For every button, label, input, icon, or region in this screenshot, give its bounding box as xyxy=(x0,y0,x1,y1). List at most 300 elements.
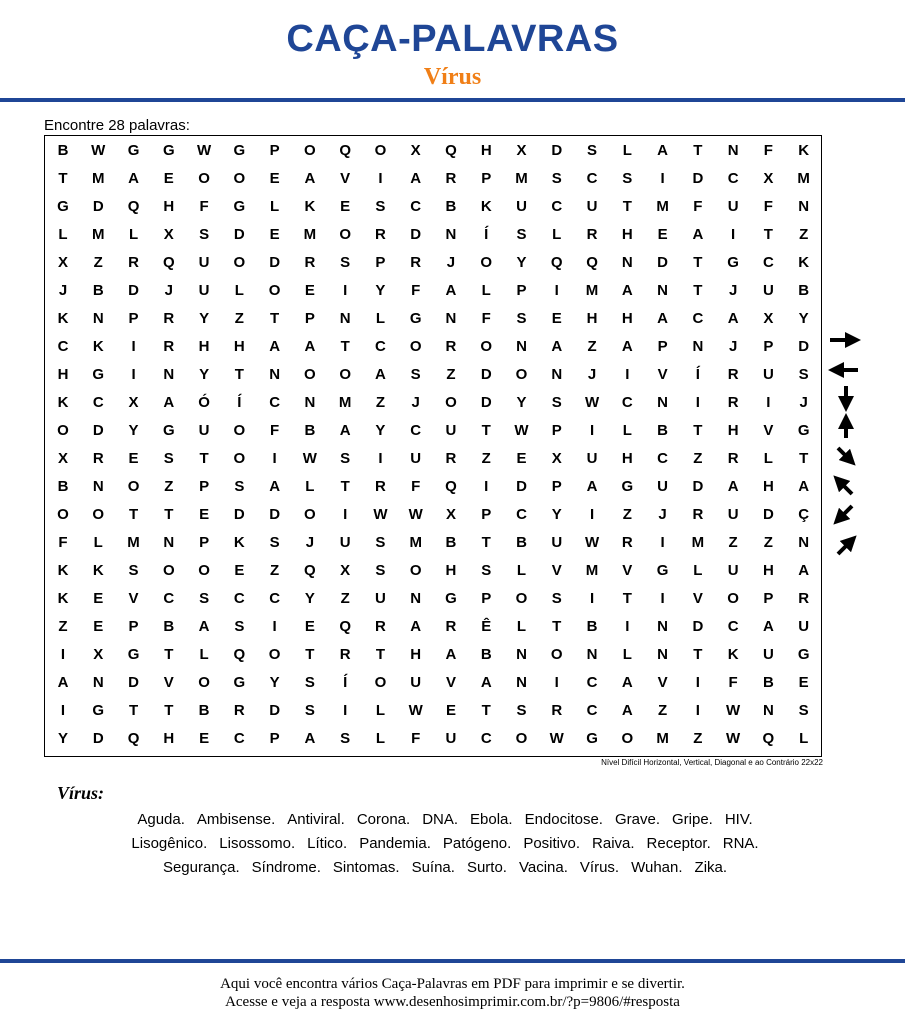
grid-cell: T xyxy=(164,646,174,663)
grid-cell: N xyxy=(657,618,668,635)
grid-cell: F xyxy=(728,674,738,691)
grid-cell: J xyxy=(305,534,315,551)
word-list-item: DNA. xyxy=(422,811,459,828)
word-list-item: Síndrome. xyxy=(251,859,321,876)
grid-cell: P xyxy=(481,590,492,607)
grid-cell: W xyxy=(302,450,317,467)
grid-cell: S xyxy=(798,366,809,383)
grid-cell: A xyxy=(657,310,668,327)
grid-cell: Q xyxy=(762,730,775,747)
grid-cell: Y xyxy=(551,506,562,523)
grid-cell: T xyxy=(270,310,280,327)
grid-cell: E xyxy=(128,450,139,467)
grid-cell: Z xyxy=(58,618,68,635)
grid-cell: H xyxy=(163,198,175,215)
grid-cell: D xyxy=(269,254,281,271)
grid-cell: U xyxy=(657,478,668,495)
grid-cell: I xyxy=(589,506,595,523)
grid-cell: S xyxy=(551,170,562,187)
grid-cell: G xyxy=(162,422,175,439)
grid-cell: E xyxy=(93,618,104,635)
grid-cell: S xyxy=(410,366,421,383)
grid-cell: C xyxy=(692,310,704,327)
word-list-item: Lisossomo. xyxy=(219,835,296,852)
grid-cell: B xyxy=(92,282,104,299)
grid-cell: U xyxy=(586,450,598,467)
grid-cell: M xyxy=(585,282,599,299)
grid-cell: H xyxy=(233,338,245,355)
grid-cell: N xyxy=(410,590,422,607)
grid-cell: P xyxy=(304,310,315,327)
grid-cell: K xyxy=(233,534,245,551)
grid-cell: R xyxy=(410,254,422,271)
grid-cell: O xyxy=(198,170,210,187)
grid-cell: U xyxy=(375,590,386,607)
grid-cell: E xyxy=(269,226,280,243)
grid-cell: L xyxy=(93,534,103,551)
grid-cell: O xyxy=(409,338,422,355)
grid-cell: L xyxy=(622,422,632,439)
grid-cell: H xyxy=(445,562,457,579)
grid-cell: A xyxy=(692,226,704,243)
grid-cell: N xyxy=(657,646,668,663)
grid-cell: R xyxy=(727,450,739,467)
grid-cell: A xyxy=(163,394,175,411)
grid-cell: T xyxy=(693,282,703,299)
grid-cell: I xyxy=(625,366,630,383)
grid-cell: V xyxy=(622,562,633,579)
grid-cell: H xyxy=(480,142,492,159)
arrow-down-right-icon xyxy=(838,448,850,460)
grid-cell: T xyxy=(199,450,209,467)
grid-cell: L xyxy=(622,142,632,159)
grid-cell: P xyxy=(551,422,562,439)
grid-cell: V xyxy=(163,674,174,691)
grid-cell: B xyxy=(657,422,668,439)
grid-cell: X xyxy=(163,226,174,243)
word-search-grid xyxy=(44,135,822,757)
word-list-item: Endocitose. xyxy=(524,811,603,828)
grid-cell: D xyxy=(480,366,492,383)
grid-cell: L xyxy=(763,450,773,467)
grid-cell: Q xyxy=(339,142,351,159)
grid-cell: M xyxy=(797,170,810,187)
grid-cell: F xyxy=(411,730,421,747)
grid-cell: A xyxy=(339,422,351,439)
grid-cell: O xyxy=(92,506,105,523)
grid-cell: H xyxy=(762,562,774,579)
instruction-text: Encontre 28 palavras: xyxy=(44,117,190,134)
grid-cell: T xyxy=(58,170,68,187)
grid-cell: I xyxy=(695,674,700,691)
grid-cell: T xyxy=(340,478,350,495)
grid-cell: S xyxy=(551,590,562,607)
grid-cell: W xyxy=(584,534,600,551)
grid-cell: O xyxy=(304,506,316,523)
grid-cell: R xyxy=(586,226,598,243)
grid-cell: A xyxy=(762,618,774,635)
grid-cell: G xyxy=(57,198,69,215)
grid-cell: E xyxy=(304,618,315,635)
grid-cell: X xyxy=(410,142,421,159)
grid-cell: I xyxy=(589,422,595,439)
grid-cell: D xyxy=(798,338,810,355)
grid-cell: D xyxy=(233,226,245,243)
word-list-item: Gripe. xyxy=(671,811,713,828)
grid-cell: Q xyxy=(127,198,140,215)
grid-cell: I xyxy=(272,618,277,635)
top-divider xyxy=(0,98,905,102)
grid-cell: D xyxy=(480,394,492,411)
grid-cell: N xyxy=(92,674,104,691)
grid-cell: O xyxy=(621,730,634,747)
grid-cell: S xyxy=(304,674,315,691)
grid-cell: D xyxy=(92,730,104,747)
grid-cell: C xyxy=(57,338,69,355)
grid-cell: U xyxy=(198,282,210,299)
grid-cell: Z xyxy=(693,730,703,747)
grid-cell: I xyxy=(589,590,595,607)
grid-cell: K xyxy=(798,254,810,271)
grid-cell: O xyxy=(162,562,175,579)
grid-cell: Z xyxy=(270,562,280,579)
grid-cell: P xyxy=(481,506,492,523)
grid-cell: S xyxy=(340,450,351,467)
grid-cell: N xyxy=(551,366,563,383)
grid-cell: I xyxy=(272,450,277,467)
grid-cell: R xyxy=(445,338,457,355)
grid-cell: Q xyxy=(445,478,457,495)
grid-cell: A xyxy=(269,478,281,495)
grid-cell: G xyxy=(445,590,457,607)
grid-cell: R xyxy=(233,702,245,719)
grid-cell: U xyxy=(551,534,563,551)
grid-cell: V xyxy=(657,366,668,383)
grid-cell: O xyxy=(57,422,69,439)
grid-cell: O xyxy=(374,674,387,691)
grid-cell: B xyxy=(586,618,598,635)
word-list-item: Ambisense. xyxy=(196,811,276,828)
grid-cell: C xyxy=(233,730,245,747)
grid-cell: I xyxy=(378,170,383,187)
footer-line-2: Acesse e veja a resposta www.desenhosimprimir.com.br/?p=9806/#resposta xyxy=(225,994,680,1010)
grid-cell: D xyxy=(92,422,104,439)
grid-cell: N xyxy=(516,646,527,663)
grid-cell: V xyxy=(128,590,139,607)
grid-cell: A xyxy=(551,338,563,355)
grid-cell: S xyxy=(234,478,245,495)
grid-cell: Z xyxy=(481,450,491,467)
grid-cell: A xyxy=(304,170,316,187)
grid-cell: K xyxy=(57,562,69,579)
grid-cell: K xyxy=(304,198,316,215)
grid-cell: C xyxy=(586,702,598,719)
grid-cell: A xyxy=(621,674,633,691)
word-list-line xyxy=(40,856,850,880)
grid-cell: C xyxy=(410,198,422,215)
grid-cell: L xyxy=(693,562,703,579)
grid-cell: K xyxy=(798,142,810,159)
word-list-item: Lítico. xyxy=(307,835,348,852)
grid-cell: O xyxy=(233,170,246,187)
grid-cell: B xyxy=(762,674,774,691)
grid-cell: F xyxy=(763,142,773,159)
grid-cell: R xyxy=(621,534,633,551)
grid-cell: J xyxy=(587,366,597,383)
grid-cell: K xyxy=(480,198,492,215)
level-note: Nível Difícil Horizontal, Vertical, Diagonal e ao Contrário 22x22 xyxy=(601,758,823,767)
grid-cell: O xyxy=(480,254,493,271)
grid-cell: N xyxy=(692,338,704,355)
grid-cell: C xyxy=(657,450,668,467)
grid-cell: D xyxy=(516,478,527,495)
word-list-item: Ebola. xyxy=(470,811,513,828)
grid-cell: N xyxy=(762,702,774,719)
grid-cell: P xyxy=(657,338,668,355)
grid-cell: C xyxy=(269,394,281,411)
grid-cell: S xyxy=(516,702,527,719)
word-list-item: Aguda. xyxy=(137,811,185,828)
grid-cell: S xyxy=(481,562,492,579)
grid-cell: I xyxy=(695,394,700,411)
grid-cell: J xyxy=(411,394,420,411)
word-list-item: Sintomas. xyxy=(332,859,400,876)
grid-cell: I xyxy=(660,590,665,607)
grid-cell: Y xyxy=(128,422,139,439)
word-list-item: HIV. xyxy=(724,811,753,828)
grid-cell: Z xyxy=(693,450,703,467)
grid-cell: C xyxy=(551,198,563,215)
grid-cell: I xyxy=(554,674,559,691)
grid-cell: W xyxy=(408,506,423,523)
grid-cell: Q xyxy=(127,730,140,747)
word-list-item: Antiviral. xyxy=(287,811,345,828)
word-list-item: Wuhan. xyxy=(631,859,683,876)
grid-cell: O xyxy=(339,366,351,383)
grid-cell: I xyxy=(554,282,559,299)
grid-cell: D xyxy=(692,170,704,187)
grid-cell: R xyxy=(375,618,386,635)
grid-cell: Í xyxy=(237,394,242,411)
grid-cell: C xyxy=(727,618,739,635)
grid-cell: I xyxy=(660,534,665,551)
grid-cell: C xyxy=(621,394,633,411)
grid-cell: S xyxy=(128,562,139,579)
grid-cell: R xyxy=(445,170,457,187)
grid-cell: H xyxy=(621,450,633,467)
grid-cell: T xyxy=(693,254,703,271)
grid-cell: P xyxy=(269,730,280,747)
grid-cell: P xyxy=(551,478,562,495)
grid-cell: O xyxy=(304,366,316,383)
grid-cell: C xyxy=(516,506,527,523)
grid-cell: U xyxy=(762,282,774,299)
word-list-item: Zika. xyxy=(694,859,728,876)
grid-cell: C xyxy=(233,590,245,607)
grid-cell: J xyxy=(728,282,738,299)
word-list-item: Pandemia. xyxy=(359,835,431,852)
grid-cell: P xyxy=(128,618,139,635)
grid-cell: K xyxy=(92,338,104,355)
grid-cell: E xyxy=(269,170,280,187)
bottom-divider xyxy=(0,959,905,963)
grid-cell: C xyxy=(375,338,386,355)
grid-cell: X xyxy=(763,170,774,187)
grid-cell: R xyxy=(445,618,457,635)
grid-cell: Z xyxy=(763,534,773,551)
grid-cell: O xyxy=(480,338,493,355)
grid-cell: N xyxy=(163,534,175,551)
grid-cell: X xyxy=(93,646,104,663)
grid-cell: G xyxy=(92,702,105,719)
grid-cell: W xyxy=(408,702,423,719)
grid-cell: A xyxy=(445,282,457,299)
grid-cell: P xyxy=(763,590,774,607)
grid-cell: G xyxy=(233,142,246,159)
grid-cell: X xyxy=(340,562,351,579)
grid-cell: M xyxy=(92,226,105,243)
grid-cell: W xyxy=(726,730,741,747)
grid-cell: F xyxy=(763,198,773,215)
grid-cell: N xyxy=(163,366,175,383)
grid-cell: G xyxy=(727,254,739,271)
grid-cell: I xyxy=(343,702,348,719)
grid-cell: R xyxy=(339,646,351,663)
grid-cell: E xyxy=(445,702,456,719)
grid-cell: S xyxy=(340,730,351,747)
grid-cell: W xyxy=(726,702,741,719)
grid-cell: D xyxy=(233,506,245,523)
grid-cell: B xyxy=(798,282,810,299)
arrow-down-left-icon xyxy=(839,506,852,519)
footer xyxy=(0,975,905,1011)
grid-cell: R xyxy=(92,450,104,467)
grid-cell: Y xyxy=(516,254,527,271)
grid-cell: A xyxy=(621,282,633,299)
grid-cell: E xyxy=(516,450,527,467)
grid-cell: D xyxy=(657,254,668,271)
grid-cell: A xyxy=(798,478,810,495)
grid-cell: U xyxy=(727,562,739,579)
grid-cell: S xyxy=(375,562,386,579)
grid-cell: T xyxy=(799,450,809,467)
grid-cell: C xyxy=(163,590,175,607)
grid-cell: S xyxy=(163,450,174,467)
grid-cell: T xyxy=(622,198,632,215)
grid-cell: Y xyxy=(269,674,280,691)
grid-cell: S xyxy=(375,534,386,551)
grid-cell: D xyxy=(762,506,774,523)
grid-cell: L xyxy=(375,730,385,747)
grid-cell: L xyxy=(375,702,385,719)
grid-cell: S xyxy=(199,226,210,243)
grid-cell: Y xyxy=(375,282,386,299)
grid-cell: L xyxy=(199,646,209,663)
grid-cell: S xyxy=(340,254,351,271)
grid-cell: Q xyxy=(233,646,246,663)
grid-cell: B xyxy=(57,142,69,159)
word-list-item: Suína. xyxy=(411,859,455,876)
word-list-item: Grave. xyxy=(614,811,660,828)
grid-cell: N xyxy=(798,534,810,551)
grid-cell: O xyxy=(233,254,246,271)
grid-cell: I xyxy=(131,366,136,383)
grid-cell: Y xyxy=(516,394,527,411)
grid-cell: N xyxy=(92,310,104,327)
grid-cell: M xyxy=(656,198,669,215)
grid-cell: X xyxy=(445,506,456,523)
grid-cell: H xyxy=(727,422,739,439)
grid-cell: U xyxy=(798,618,810,635)
grid-cell: Z xyxy=(657,702,668,719)
grid-cell: I xyxy=(378,450,383,467)
grid-cell: V xyxy=(551,562,562,579)
grid-cell: C xyxy=(410,422,422,439)
grid-cell: I xyxy=(131,338,136,355)
grid-cell: H xyxy=(163,730,175,747)
grid-cell: R xyxy=(692,506,704,523)
grid-cell: I xyxy=(60,646,66,663)
grid-cell: A xyxy=(621,338,633,355)
grid-cell: I xyxy=(60,702,66,719)
grid-cell: Q xyxy=(550,254,563,271)
footer-line-1: Aqui você encontra vários Caça-Palavras em PDF para imprimir e se divertir. xyxy=(220,976,685,992)
grid-cell: J xyxy=(658,506,667,523)
grid-cell: A xyxy=(304,338,316,355)
grid-cell: S xyxy=(304,702,315,719)
grid-cell: Z xyxy=(164,478,174,495)
grid-cell: E xyxy=(93,590,104,607)
grid-cell: H xyxy=(621,226,633,243)
grid-cell: N xyxy=(339,310,351,327)
grid-cell: A xyxy=(480,674,492,691)
grid-cell: K xyxy=(57,310,69,327)
grid-cell: U xyxy=(339,534,351,551)
word-list-item: Patógeno. xyxy=(442,835,512,852)
grid-cell: G xyxy=(586,730,598,747)
word-list-item: Vírus. xyxy=(579,859,620,876)
page-subtitle: Vírus xyxy=(423,64,482,90)
grid-cell: O xyxy=(445,394,457,411)
grid-cell: U xyxy=(762,366,774,383)
grid-cell: T xyxy=(481,422,491,439)
grid-cell: B xyxy=(57,478,69,495)
grid-cell: R xyxy=(727,366,739,383)
grid-cell: N xyxy=(657,394,668,411)
grid-cell: G xyxy=(621,478,634,495)
grid-cell: M xyxy=(515,170,528,187)
grid-cell: D xyxy=(128,674,139,691)
grid-cell: P xyxy=(269,142,280,159)
grid-cell: U xyxy=(516,198,527,215)
grid-cell: B xyxy=(198,702,210,719)
grid-cell: N xyxy=(445,226,457,243)
page-title: CAÇA-PALAVRAS xyxy=(286,18,619,60)
grid-cell: N xyxy=(586,646,598,663)
grid-cell: F xyxy=(411,282,421,299)
grid-cell: S xyxy=(199,590,210,607)
grid-cell: B xyxy=(516,534,527,551)
grid-cell: G xyxy=(127,646,140,663)
grid-cell: F xyxy=(199,198,209,215)
grid-cell: X xyxy=(551,450,562,467)
grid-cell: O xyxy=(409,562,422,579)
grid-cell: E xyxy=(163,170,174,187)
grid-cell: Í xyxy=(695,366,700,383)
grid-cell: O xyxy=(127,478,140,495)
word-list-item: Positivo. xyxy=(523,835,581,852)
grid-cell: A xyxy=(128,170,139,187)
